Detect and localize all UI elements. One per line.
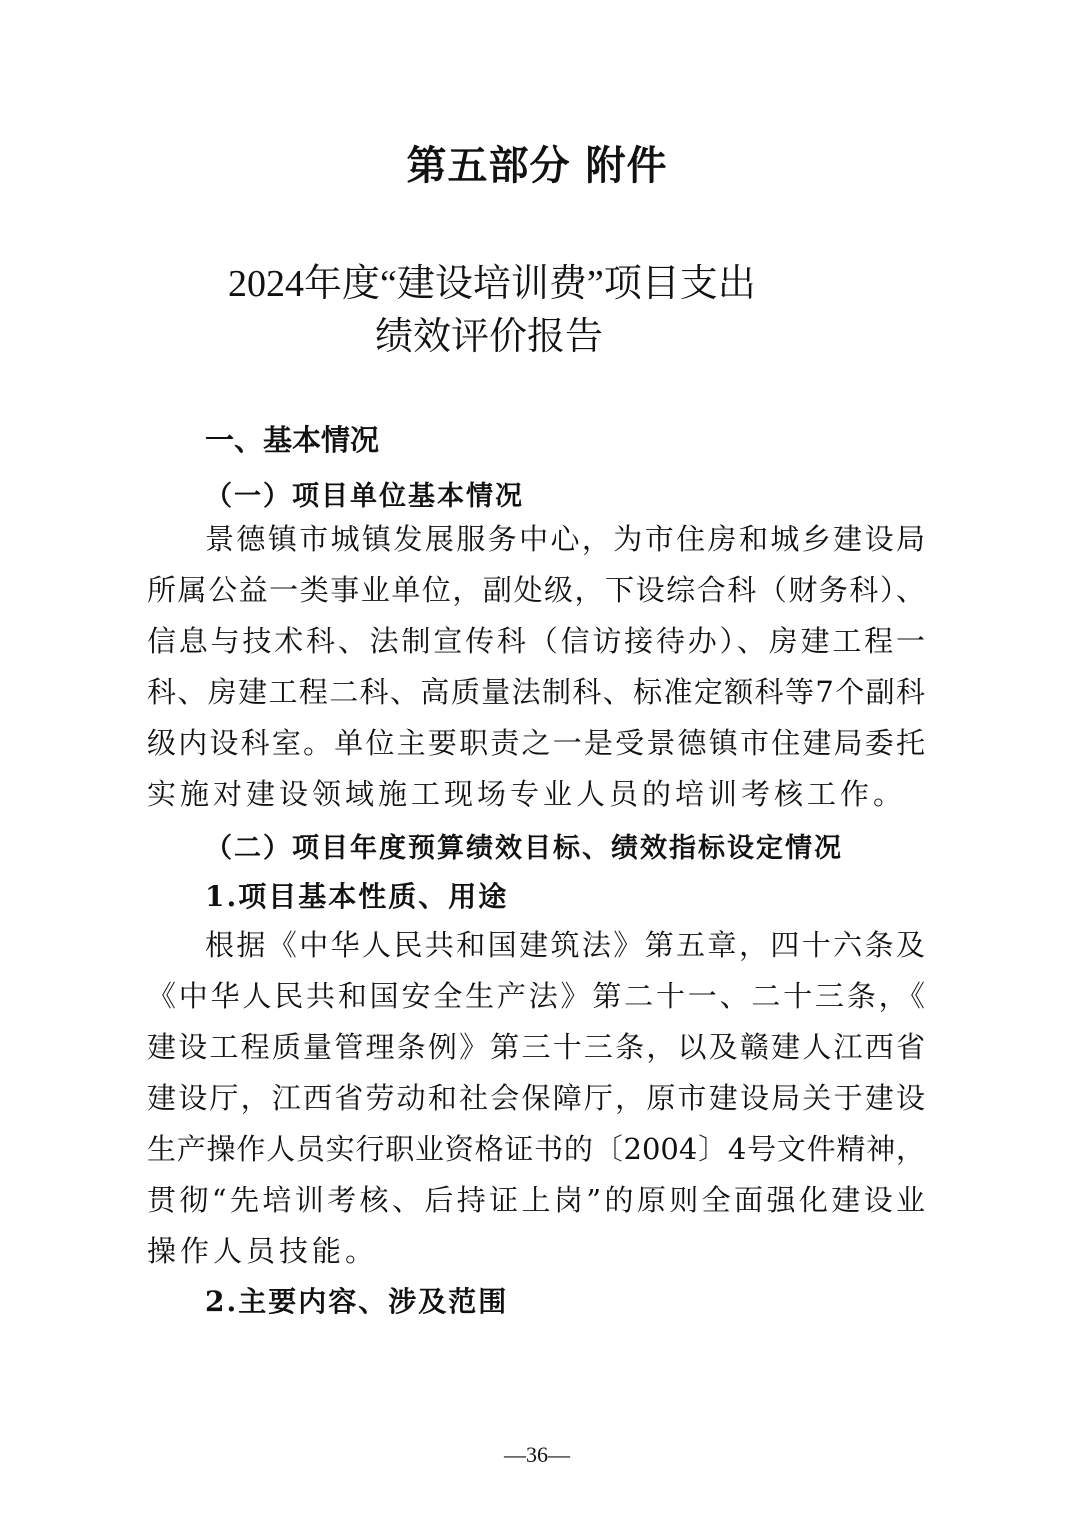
subsection-heading-unit-info: （一）项目单位基本情况	[205, 481, 524, 512]
paragraph-line: 《中华人民共和国安全生产法》第二十一、二十三条，《	[147, 979, 925, 1013]
paragraph-line: 信息与技术科、法制宣传科（信访接待办）、房建工程一	[147, 624, 925, 658]
report-title-line-1: 2024年度“建设培训费”项目支出	[228, 263, 756, 305]
paragraph-line: 根据《中华人民共和国建筑法》第五章，四十六条及	[205, 928, 925, 962]
paragraph-line: 建设厅，江西省劳动和社会保障厅，原市建设局关于建设	[147, 1081, 925, 1115]
paragraph-line: 建设工程质量管理条例》第三十三条，以及赣建人江西省	[147, 1030, 925, 1064]
paragraph-line: 级内设科室。单位主要职责之一是受景德镇市住建局委托	[147, 726, 925, 760]
section-heading-basic-info: 一、基本情况	[205, 423, 380, 457]
paragraph-line: 生产操作人员实行职业资格证书的〔2004〕4号文件精神，	[147, 1132, 925, 1166]
paragraph-line: 操作人员技能。	[147, 1234, 379, 1268]
report-title-line-2: 绩效评价报告	[375, 316, 604, 358]
subsection-heading-targets: （二）项目年度预算绩效目标、绩效指标设定情况	[205, 833, 843, 864]
page-number: —36—	[504, 1442, 570, 1467]
item-heading-nature: 1.项目基本性质、用途	[205, 880, 509, 913]
paragraph-line: 实施对建设领域施工现场专业人员的培训考核工作。	[147, 777, 907, 811]
paragraph-line: 景德镇市城镇发展服务中心，为市住房和城乡建设局	[205, 522, 925, 556]
paragraph-line: 所属公益一类事业单位，副处级，下设综合科（财务科）、	[147, 573, 925, 607]
paragraph-line: 科、房建工程二科、高质量法制科、标准定额科等7个副科	[147, 675, 925, 709]
paragraph-line: 贯彻“先培训考核、后持证上岗”的原则全面强化建设业	[147, 1183, 925, 1217]
item-heading-scope: 2.主要内容、涉及范围	[205, 1285, 509, 1318]
part-heading: 第五部分 附件	[406, 142, 668, 189]
